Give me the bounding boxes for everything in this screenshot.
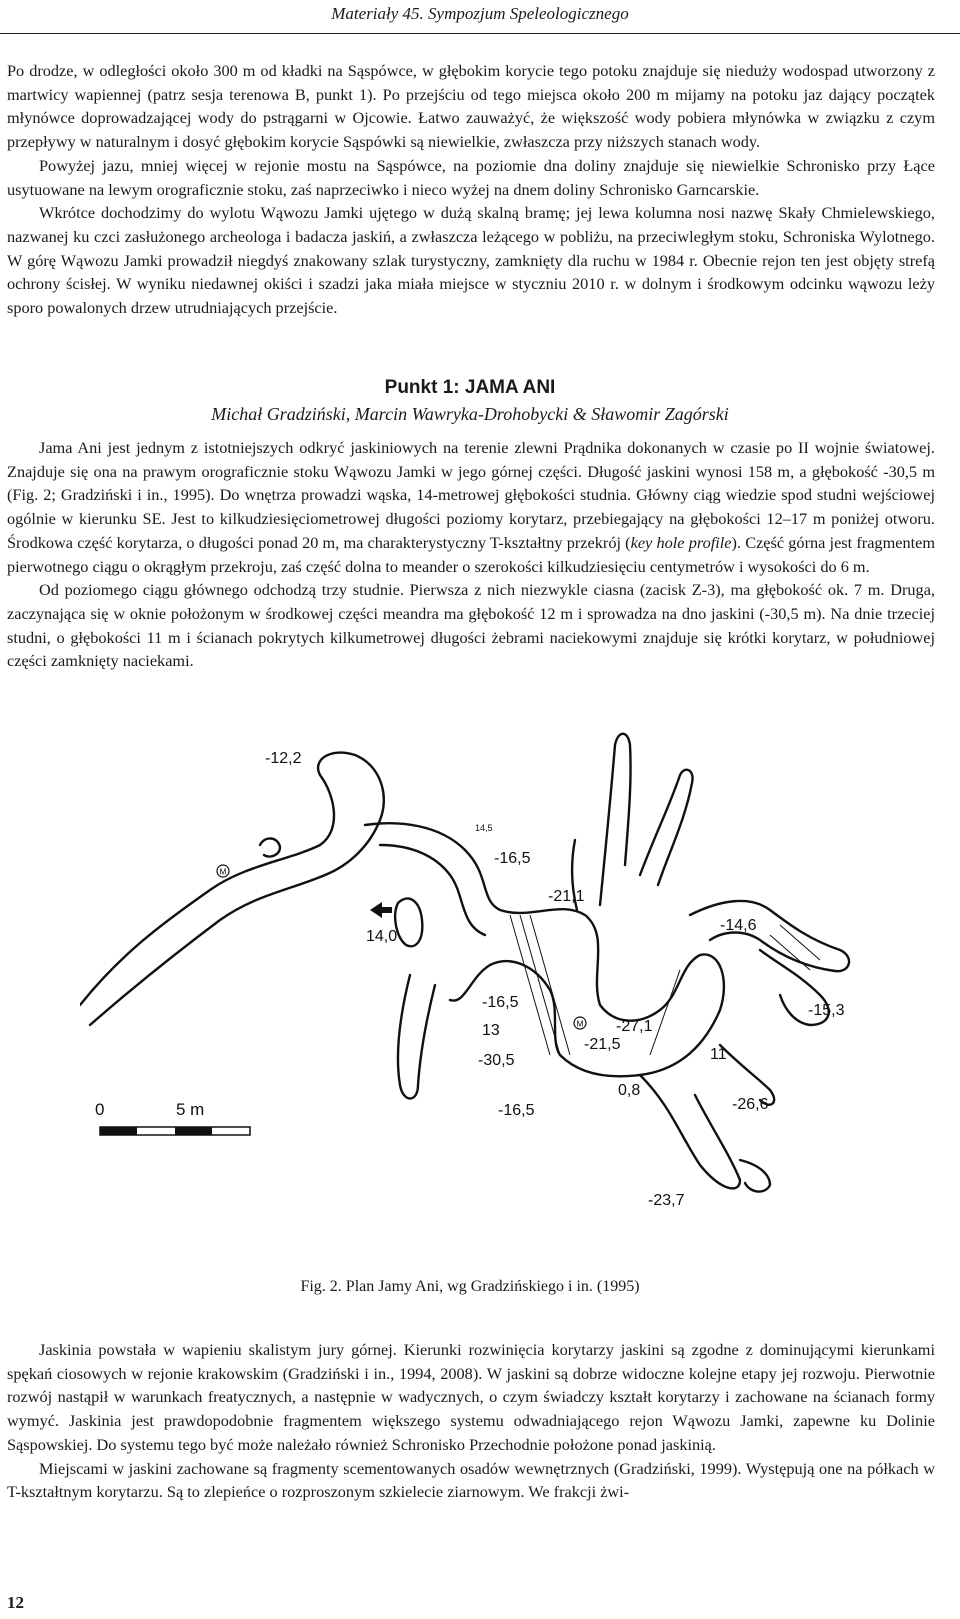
cave-plan-figure bbox=[80, 725, 860, 1225]
scale-bar bbox=[95, 1100, 250, 1135]
depth-label: 11 bbox=[710, 1046, 727, 1063]
svg-text:M: M bbox=[219, 867, 227, 877]
header-rule bbox=[0, 33, 960, 34]
paragraph: Miejscami w jaskini zachowane są fragmenty scementowanych osadów wewnętrznych (Gradziński, 1999). Występują one na półkach w T-kształtnym korytarzu. Są to zlepieńce o rozproszonym szkielecie ziarnowym. We frakcji żwi- bbox=[7, 1458, 935, 1502]
depth-label: -16,5 bbox=[482, 994, 519, 1011]
depth-label: -12,2 bbox=[265, 750, 302, 767]
paragraph: Od poziomego ciągu głównego odchodzą trzy studnie. Pierwsza z nich niezwykle ciasna (zacisk Z-3), ma głębokość ok. 7 m. Druga, zaczynająca się w oknie położonym w środkowej części meandra ma głębokość 12 m i sprowadza na dno jaskini (-30,5 m). Na dnie trzeciej studni, o głębokości 11 m i ścianach pokrytych kilkumetrowej długości żebrami naciekowymi znajduje się krótki korytarz, w południowej części zamknięty naciekami. bbox=[7, 580, 935, 671]
depth-label: 0,8 bbox=[618, 1082, 641, 1099]
depth-label: 14,0 bbox=[366, 928, 398, 945]
paragraph: Jama Ani jest jednym z istotniejszych odkryć jaskiniowych na terenie zlewni Prądnika dokonanych w czasie po II wojnie światowej. Znajduje się ona na prawym orograficznie stoku Wąwozu Jamki w jego górnej części. Długość jaskini wynosi 158 m, a głębokość -30,5 m (Fig. 2; Gradziński i in., 1995). Do wnętrza prowadzi wąska, 14-metrowej głębokości studnia. Główny ciąg wiedzie spod studni wejściowej ogólnie w kierunku SE. Jest to kilkudziesięciometrowej długości poziomy korytarz, przebiegający na głębokości 12–17 m poniżej otworu. Środkowa część korytarza, o długości ponad 20 m, ma charakterystyczny T-kształtny przekrój (key hole profile). Część górna jest fragmentem pierwotnego ciągu o okrągłym przekroju, zaś część dolna to meander o szerokości kilkudziesięciu centymetrów i wysokości do 6 m. bbox=[7, 438, 936, 576]
depth-label: -27,1 bbox=[616, 1018, 653, 1035]
depth-label: -15,3 bbox=[808, 1002, 845, 1019]
depth-label: -30,5 bbox=[478, 1052, 515, 1069]
section-authors: Michał Gradziński, Marcin Wawryka-Drohobycki & Sławomir Zagórski bbox=[211, 404, 729, 424]
depth-label: -23,7 bbox=[648, 1192, 685, 1209]
depth-label: -16,5 bbox=[498, 1102, 535, 1119]
emphasis: key hole profile bbox=[630, 532, 732, 552]
depth-label: -26,6 bbox=[732, 1096, 769, 1113]
marker-icon bbox=[217, 865, 229, 877]
closing-text bbox=[7, 1338, 935, 1504]
page-number: 12 bbox=[7, 1593, 24, 1612]
depth-label: 14,5 bbox=[475, 823, 493, 833]
section-text bbox=[7, 436, 935, 673]
paragraph: Powyżej jazu, mniej więcej w rejonie mostu na Sąspówce, na poziomie dna doliny znajduje się niewielkie Schronisko przy Łące usytuowane na lewym orograficznie stoku, zaś naprzeciwko i nieco wyżej na dnem doliny Schronisko Garncarskie. bbox=[7, 155, 935, 199]
marker-icon bbox=[574, 1017, 586, 1029]
paragraph: Po drodze, w odległości około 300 m od kładki na Sąspówce, w głębokim korycie tego potoku znajduje się niedużу wodospad utworzony z martwicy wapiennej (patrz sesja terenowa B, punkt 1). Po przejściu od tego miejsca około 200 m mijamy na potoku jaz dający początek młynówce doprowadzającej wody do pstrągarni w Ojcowie. Łatwo zauważyć, że większość wody pobiera młynówka w związku z czym przepływy w naturalnym i dosyć głębokim korycie Sąspówki są niewielkie, zwłaszcza przy niższych stanach wody. bbox=[7, 61, 935, 152]
section-title: Punkt 1: JAMA ANI bbox=[384, 377, 556, 398]
running-header: Materiały 45. Sympozjum Speleologicznego bbox=[331, 4, 629, 23]
paragraph: Jaskinia powstała w wapieniu skalistym jury górnej. Kierunki rozwinięcia korytarzy jaskini są zgodne z dominującymi kierunkami spękań ciosowych w rejonie krakowskim (Gradziński i in., 1994, 2008). W jaskini są dobrze widoczne kolejne etapy jej rozwoju. Pierwotnie rozwój nastąpił w warunkach freatycznych, a następnie w wadycznych, o czym świadczy kształt korytarzy i zachowane na ścianach formy wymyć. Jaskinia jest prawdopodobnie fragmentem większego systemu odwadniającego rejon Wąwozu Jamki, zapewne ku Dolinie Sąspowskiej. Do systemu tego być może należało również Schronisko Przechodnie położone ponad jaskinią. bbox=[7, 1340, 935, 1454]
depth-label: 13 bbox=[482, 1022, 500, 1039]
intro-text bbox=[7, 59, 935, 320]
scale-zero-label: 0 bbox=[95, 1100, 105, 1119]
cave-plan bbox=[80, 725, 860, 1225]
entrance-arrow-icon bbox=[370, 902, 392, 918]
scale-five-label: 5 m bbox=[176, 1100, 205, 1119]
paragraph: Wkrótce dochodzimy do wylotu Wąwozu Jamki ujętego w dużą skalną bramę; jej lewa kolumna nosi nazwę Skały Chmielewskiego, nazwanej ku czci zasłużonego archeologa i badacza jaskiń, a zwłaszcza leżącego w pobliżu, na przeciwległym stoku, Schroniska Wylotnego. W górę Wąwozu Jamki prowadził niegdyś znakowany szlak turystyczny, zamknięty dla ruchu w 1984 r. Obecnie rejon ten jest objęty strefą ochrony ścisłej. W wyniku niedawnej okiści i szadzi jaka miała miejsce w styczniu 2010 r. w dolnym i środkowym odcinku wąwozu leży sporo powalonych drzew utrudniających przejście. bbox=[7, 203, 935, 318]
depth-label: -14,6 bbox=[720, 917, 757, 934]
depth-label: -21,5 bbox=[584, 1036, 621, 1053]
svg-text:M: M bbox=[576, 1019, 584, 1029]
depth-label: -21,1 bbox=[548, 888, 585, 905]
depth-label: -16,5 bbox=[494, 850, 531, 867]
figure-caption: Fig. 2. Plan Jamy Ani, wg Gradzińskiego i in. (1995) bbox=[300, 1278, 640, 1295]
